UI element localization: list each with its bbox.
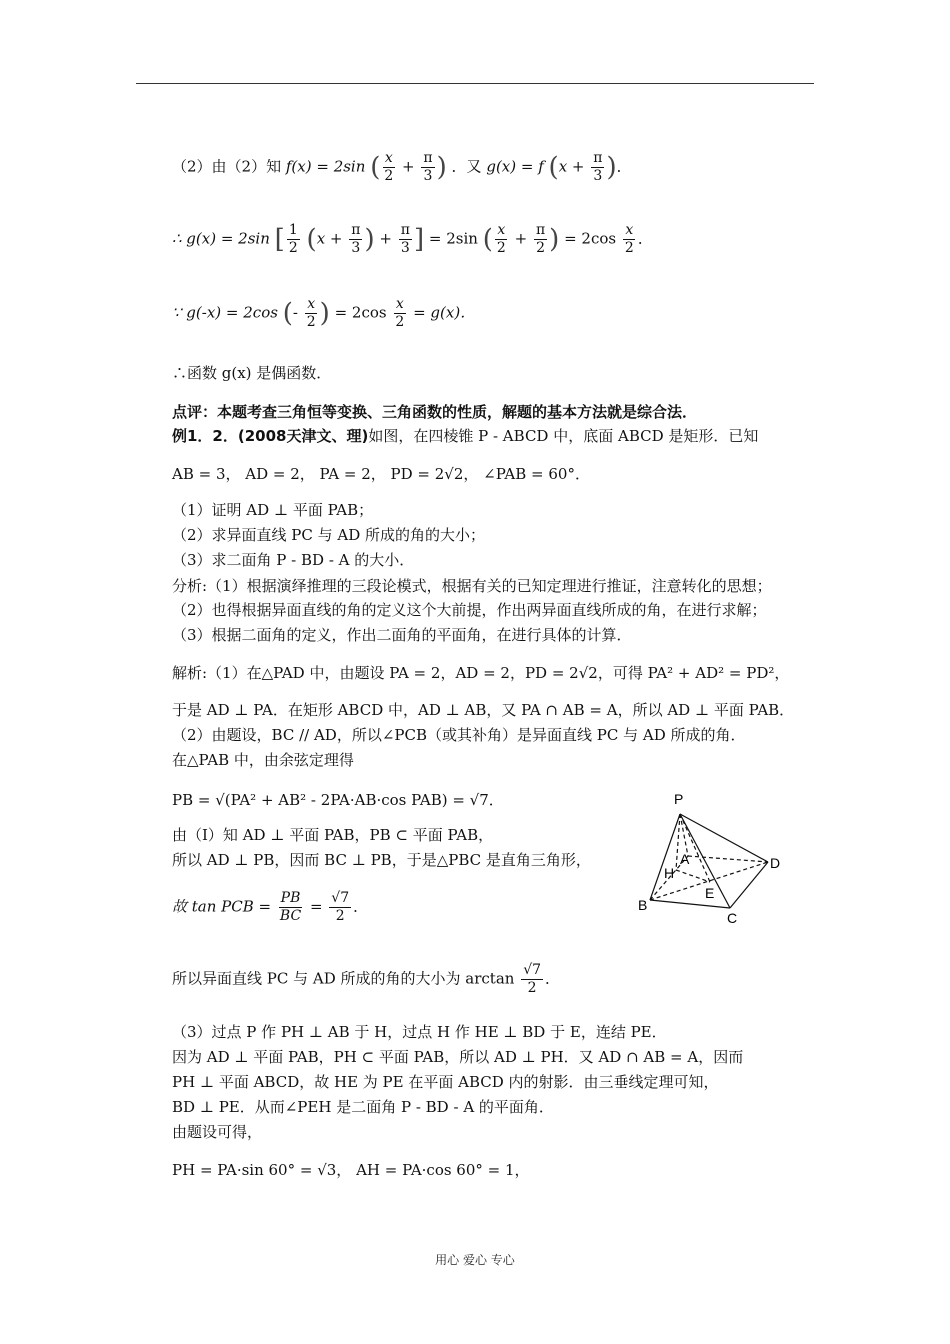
solution-step-12: PH ⊥ 平面 ABCD，故 HE 为 PE 在平面 ABCD 内的射影．由三垂线定理可知， (172, 1073, 719, 1091)
solution-step-3: （2）由题设，BC // AD，所以∠PCB（或其补角）是异面直线 PC 与 AD 所成的角． (172, 726, 746, 744)
solution-step-5: PB = √(PA² + AB² - 2PA·AB·cos PAB) = √7． (172, 791, 504, 809)
solution-step-7: 所以 AD ⊥ PB，因而 BC ⊥ PB，于是△PBC 是直角三角形， (172, 851, 591, 869)
edge-CD (730, 862, 768, 908)
formula: f(x) = 2sin (285, 157, 366, 176)
label-H: H (664, 865, 675, 881)
solution-step-6: 由（Ⅰ）知 AD ⊥ 平面 PAB，PB ⊂ 平面 PAB， (172, 826, 494, 844)
solution-step-8: 故 tan PCB = $\frac{PB}{BC}$ = $\frac{√7}{2}$ ． (172, 890, 369, 924)
question-1: （1）证明 AD ⊥ 平面 PAB； (172, 501, 374, 519)
solution-step-14: 由题设可得， (172, 1123, 263, 1141)
solution-step-15: PH = PA·sin 60° = √3， AH = PA·cos 60° = 1， (172, 1161, 530, 1179)
segment-HE (676, 870, 710, 882)
fraction: $\frac{\pi}{3}$ (593, 150, 603, 184)
label-C: C (727, 910, 738, 925)
analysis-1: 分析:（1）根据演绎推理的三段论模式，根据有关的已知定理进行推证，注意转化的思想； (172, 577, 772, 595)
page-footer: 用心 爱心 专心 (435, 1253, 515, 1267)
given-line: AB = 3， AD = 2， PA = 2， PD = 2√2， ∠PAB = 60°． (172, 465, 590, 483)
solution-line-3: ∵ g(-x) = 2cos (- $\frac{x}{2}$ ) = 2cos $\frac{x}{2}$ = g(x)． (172, 296, 476, 330)
solution-step-9: 所以异面直线 PC 与 AD 所成的角的大小为 arctan $\frac{√7}{2}$ ． (172, 962, 561, 996)
solution-step-10: （3）过点 P 作 PH ⊥ AB 于 H，过点 H 作 HE ⊥ BD 于 E，连结 PE． (172, 1023, 667, 1041)
solution-step-11: 因为 AD ⊥ 平面 PAB，PH ⊂ 平面 PAB，所以 AD ⊥ PH．又 AD ∩ AB = A，因而 (172, 1048, 744, 1066)
example-heading (172, 426, 758, 446)
solution-line-1: （2）由（2）知 f(x) = 2sin ( $\frac{x}{2}$ + $\frac{\pi}{3}$ ) ．又 g(x) = f (x + $\frac{\pi}{3}$ )． (172, 150, 632, 184)
pyramid-figure (630, 790, 790, 925)
edge-BC (650, 900, 730, 908)
conclusion-line: ∴函数 g(x) 是偶函数． (172, 364, 332, 382)
fraction: $\frac{\pi}{3}$ (423, 150, 433, 184)
example-text: 如图，在四棱锥 P - ABCD 中，底面 ABCD 是矩形．已知 (368, 427, 759, 445)
edge-PB (650, 814, 680, 900)
formula: ∵ g(-x) = 2cos (172, 303, 278, 322)
label-D: D (770, 855, 781, 871)
analysis-3: （3）根据二面角的定义，作出二面角的平面角，在进行具体的计算． (172, 626, 632, 644)
text: （2）由（2）知 (172, 157, 282, 176)
formula: ∴ g(x) = 2sin (172, 229, 270, 248)
analysis-2: （2）也得根据异面直线的角的定义这个大前提，作出两异面直线所成的角，在进行求解； (172, 601, 767, 619)
solution-step-4: 在△PAB 中，由余弦定理得 (172, 751, 354, 769)
solution-step-2: 于是 AD ⊥ PA．在矩形 ABCD 中，AD ⊥ AB，又 PA ∩ AB = A，所以 AD ⊥ 平面 PAB． (172, 701, 795, 719)
formula: g(x) = f (486, 157, 544, 176)
fraction: $\frac{x}{2}$ (384, 150, 394, 184)
header-rule (136, 83, 814, 84)
solution-step-1: 解析:（1）在△PAD 中，由题设 PA = 2，AD = 2，PD = 2√2，可得 PA² + AD² = PD²， (172, 664, 790, 682)
example-title: 例1．2．(2008天津文、理) (172, 427, 369, 445)
label-B: B (638, 897, 648, 913)
label-P: P (674, 791, 684, 807)
solution-step-13: BD ⊥ PE．从而∠PEH 是二面角 P - BD - A 的平面角． (172, 1098, 554, 1116)
segment-PE (680, 814, 710, 882)
label-E: E (705, 885, 715, 901)
label-A: A (680, 851, 690, 867)
comment-text: 点评：本题考查三角恒等变换、三角函数的性质，解题的基本方法就是综合法． (172, 403, 698, 421)
question-3: （3）求二面角 P - BD - A 的大小． (172, 551, 415, 569)
question-2: （2）求异面直线 PC 与 AD 所成的角的大小； (172, 526, 486, 544)
solution-line-2: ∴ g(x) = 2sin [ $\frac{1}{2}$ (x + $\frac{\pi}{3}$ ) + $\frac{\pi}{3}$ ] = 2sin ( $\frac{x}{2}$ + $\frac{\pi}{2}$ ) = 2cos $\frac{x}{2}$ ． (172, 222, 653, 256)
